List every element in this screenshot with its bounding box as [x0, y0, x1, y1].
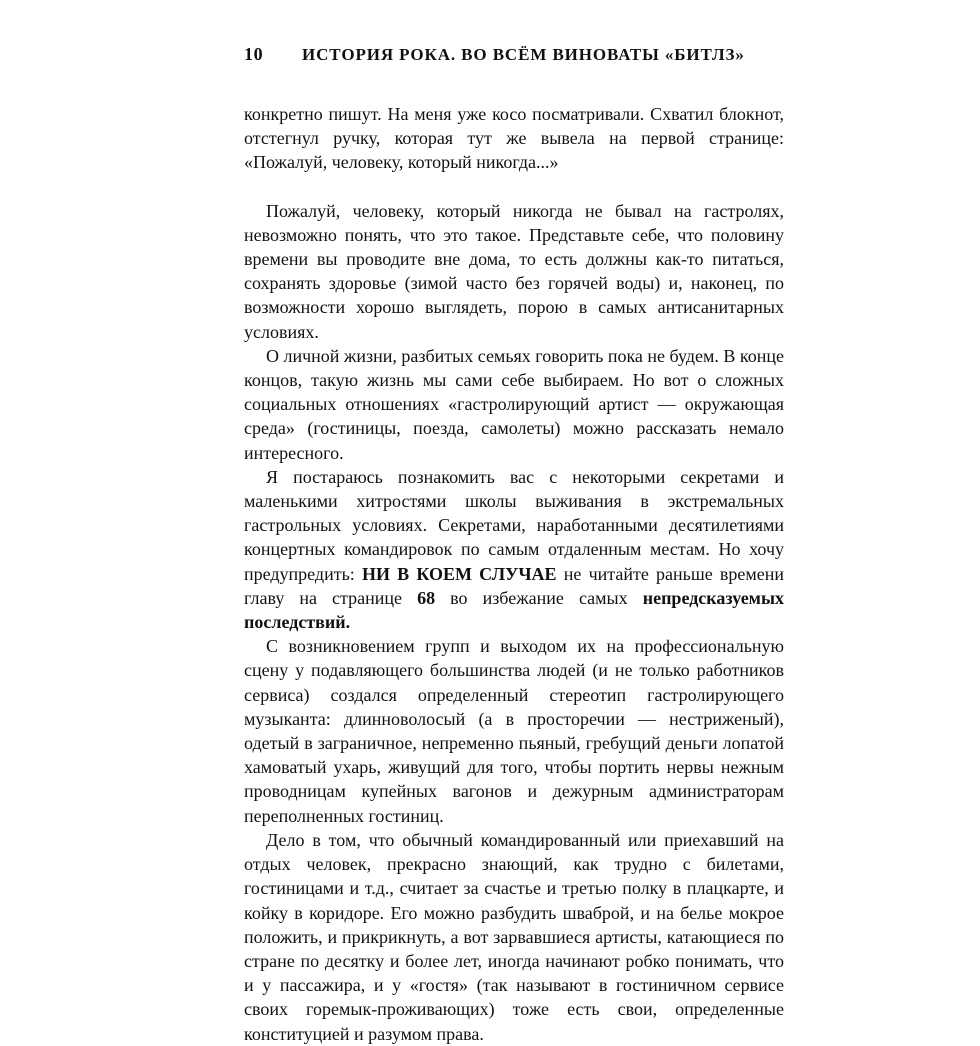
text-run: во избежание самых	[435, 587, 643, 608]
bold-page-reference: 68	[417, 587, 436, 608]
book-page	[244, 40, 784, 1046]
paragraph-with-emphasis	[244, 465, 784, 634]
running-head	[244, 40, 784, 70]
body-text	[244, 102, 784, 1046]
paragraph: О личной жизни, разбитых семьях говорить пока не будем. В конце концов, такую жизнь мы сами себе выбираем. Но вот о сложных социальных отношениях «гастролирующий артист — окружающая среда» (гостиницы, поезда, самолеты) можно рассказать немало интересного.	[244, 345, 785, 463]
text-run: Я постараюсь познакомить вас с некоторыми секретами и маленькими хитростями школы выживания в экстремальных гастрольных условиях. Секретами, наработанными десятилетиями концертных командировок по самым отдаленным местам. Но хочу предупредить:	[244, 466, 784, 584]
paragraph: Дело в том, что обычный командированный или приехавший на отдых человек, прекрасно знающий, как трудно с билетами, гостиницами и т.д., считает за счастье и третью полку в плацкарте, и койку в коридоре. Его можно разбудить шваброй, и на белье мокрое положить, и прикрикнуть, а вот зарвавшиеся артисты, катающиеся по стране по десятку и более лет, иногда начинают робко понимать, что и у пассажира, и у «гостя» (так называют в гостиничном сервисе своих горемык-проживающих) тоже есть свои, определенные конституцией и разумом права.	[244, 829, 784, 1044]
bold-consequences: непредсказуемых последствий.	[244, 587, 784, 633]
bold-warning: НИ В КОЕМ СЛУЧАЕ	[361, 563, 557, 584]
text-run: не читайте раньше времени главу на странице	[244, 563, 785, 608]
paragraph: С возникновением групп и выходом их на профессиональную сцену у подавляющего большинства людей (и не только работников сервиса) создался определенный стереотип гастролирующего музыканта: длинноволосый (а в просторечии — нестриженый), одетый в заграничное, непременно пьяный, гребущий деньги лопатой хамоватый ухарь, живущий для того, чтобы портить нервы нежным проводницам купейных вагонов и дежурным администраторам переполненных гостиниц.	[244, 636, 784, 826]
running-title: ИСТОРИЯ РОКА. ВО ВСЁМ ВИНОВАТЫ «БИТЛЗ»	[302, 45, 745, 64]
paragraph: конкретно пишут. На меня уже косо посматривали. Схватил блокнот, отстегнул ручку, которая тут же вывела на первой странице: «Пожалуй, человеку, который никогда...»	[244, 104, 784, 173]
page-number: 10	[244, 44, 264, 64]
paragraph: Пожалуй, человеку, который никогда не бывал на гастролях, невозможно понять, что это такое. Представьте себе, что половину времени вы проводите вне дома, то есть должны как-то питаться, сохранять здоровье (зимой часто без горячей воды) и, наконец, по возможности хорошо выглядеть, порою в самых антисанитарных условиях.	[244, 200, 784, 342]
